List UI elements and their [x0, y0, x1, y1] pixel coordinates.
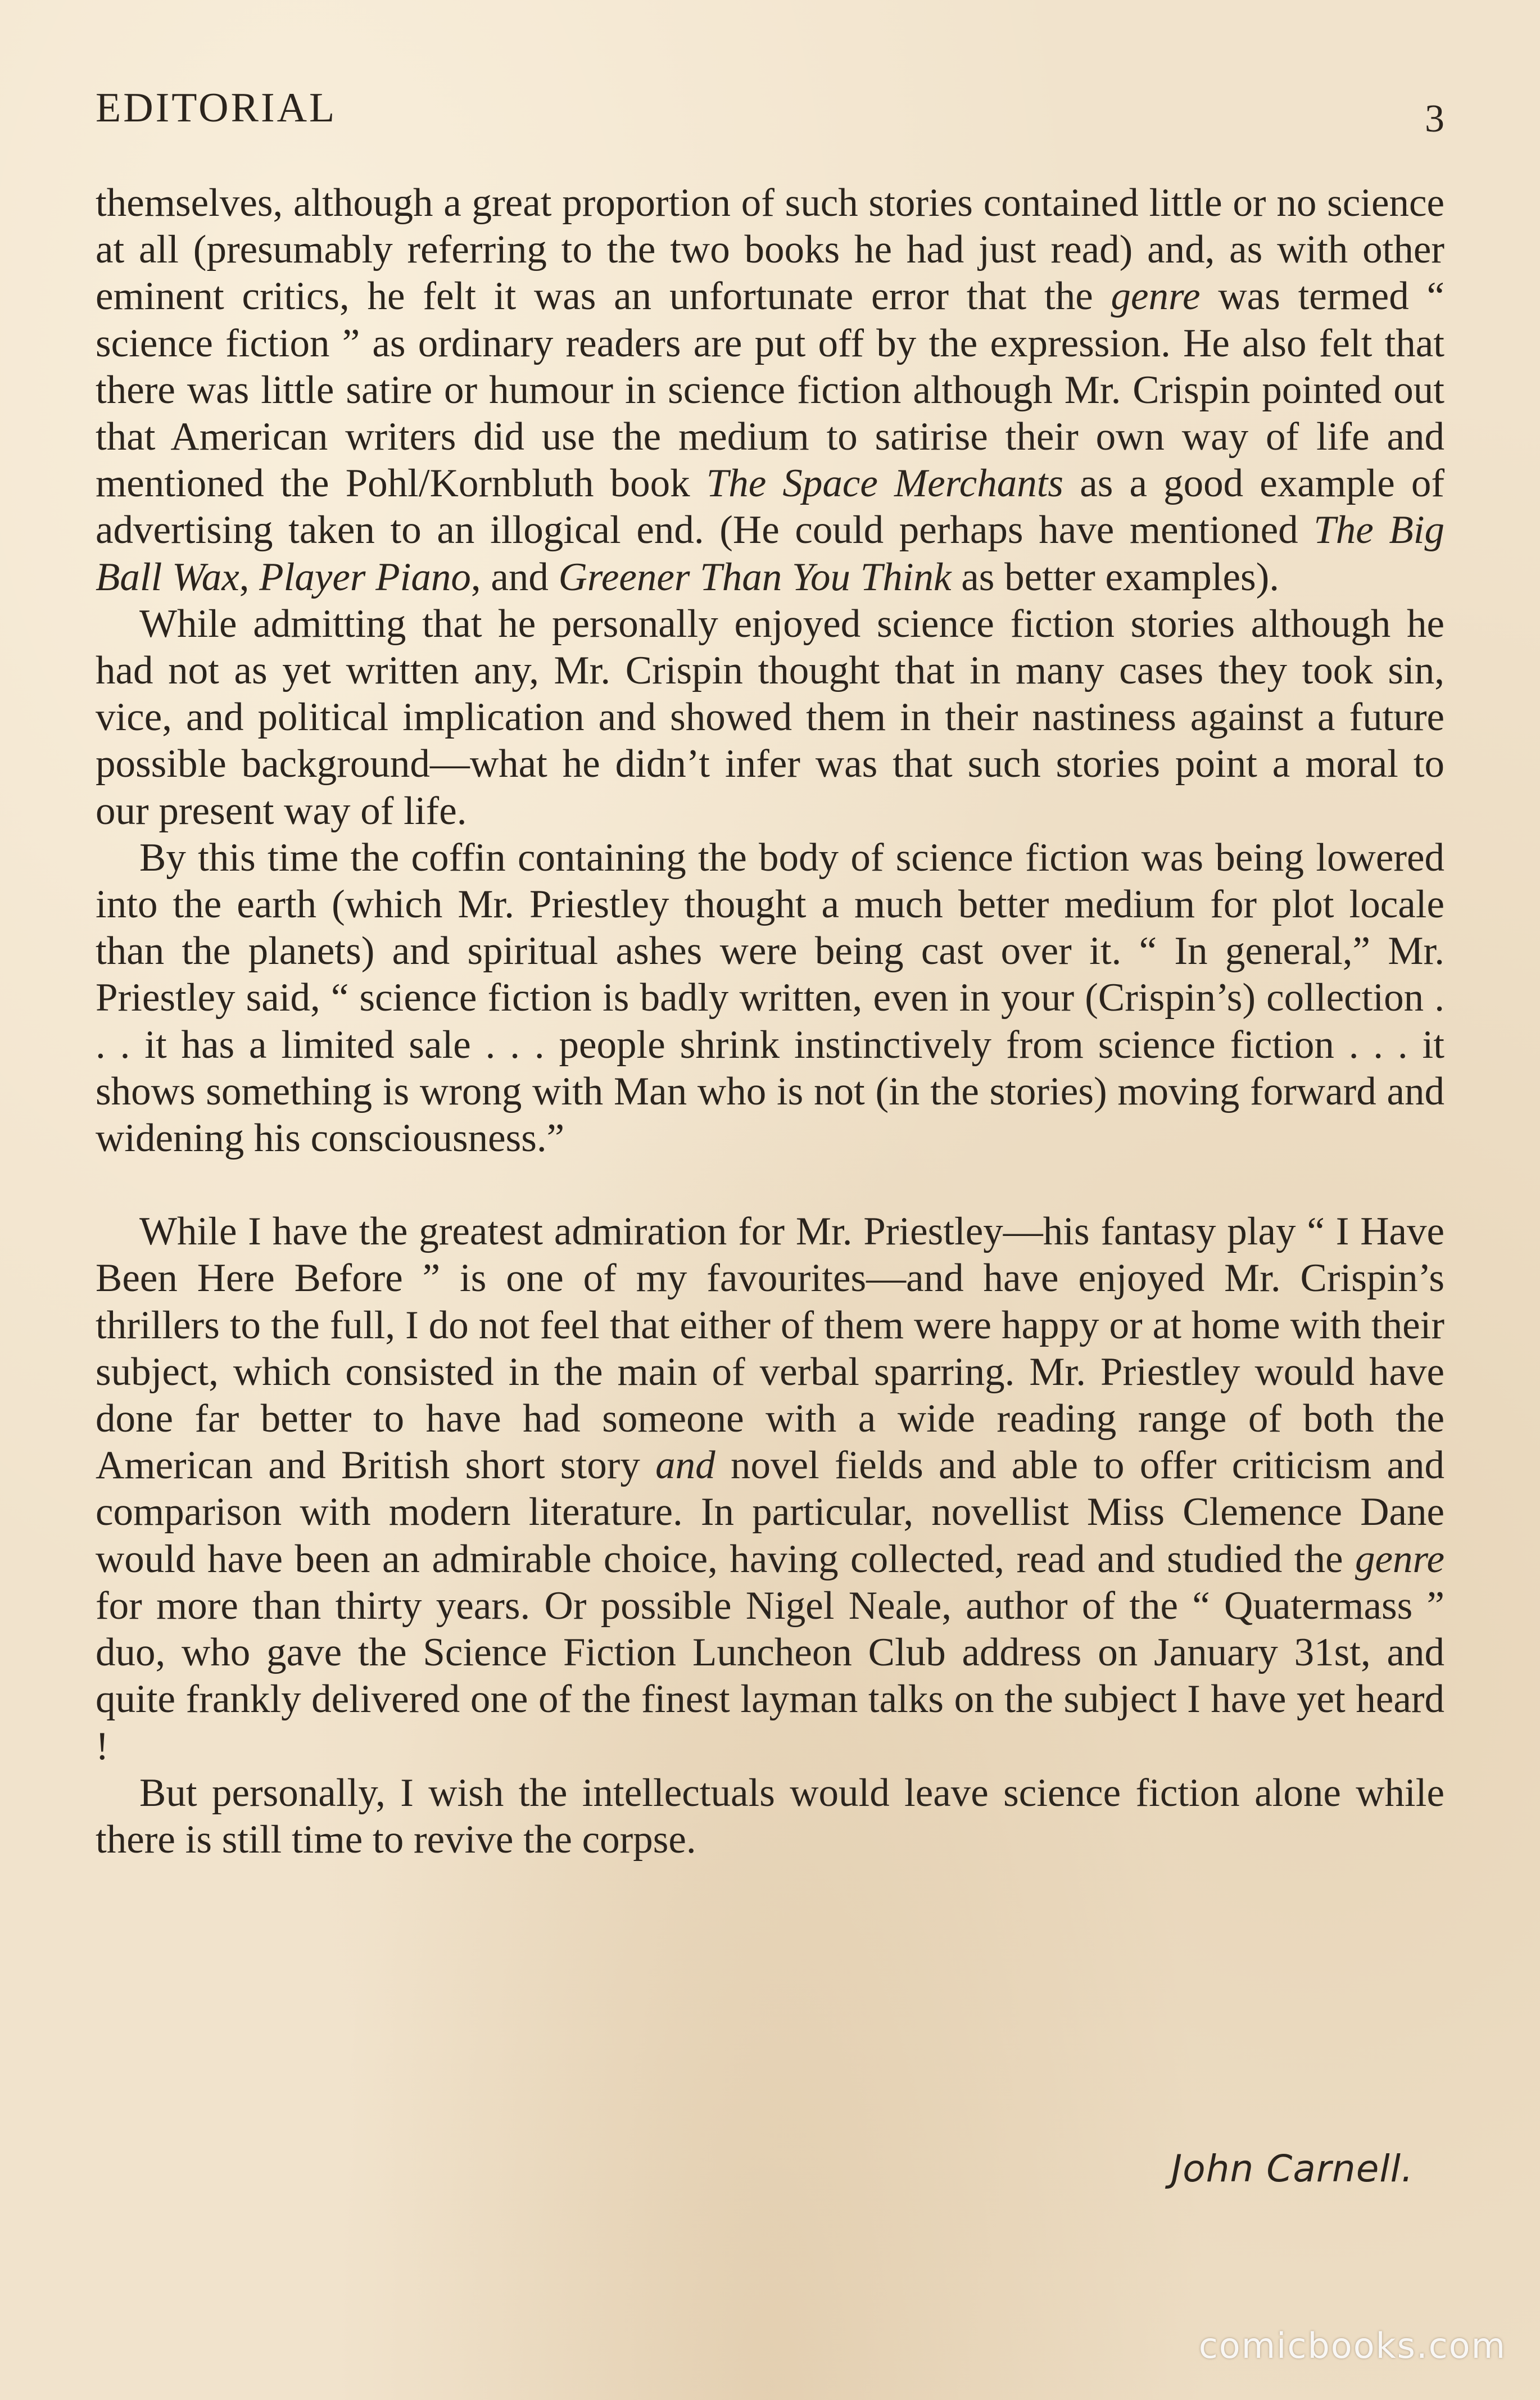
paragraph-priestley: By this time the coffin containing the body of science fiction was being lowered into the earth (which Mr. Priestley thought a much better medium for plot locale than the planets) and spiritual ashes were being cast over it. “ In general,” Mr. Priestley said, “ science fiction is badly written, even in your (Crispin’s) collection . . . it has a limited sale . . . people shrink instinctively from science fiction . . . it shows something is wrong with Man who is not (in the stories) moving forward and widening his consciousness.”: [96, 835, 1444, 1161]
text-run: for more than thirty years. Or possible Nigel Neale, author of the “ Quatermass ” duo, who gave the Science Fiction Luncheon Club address on January 31st, and quite frankly delivered one of the finest layman talks on the subject I have yet heard !: [96, 1583, 1444, 1768]
paragraph-closing: But personally, I wish the intellectuals would leave science fiction alone while there is still time to revive the corpse.: [96, 1770, 1444, 1862]
running-head: EDITORIAL: [96, 85, 337, 131]
author-signature: John Carnell.: [1171, 2147, 1414, 2190]
paragraph-crispin: While admitting that he personally enjoyed science fiction stories although he had not as yet written any, Mr. Crispin thought that in many cases they took sin, vice, and political implication and showed them in their nastiness against a future possible background—what he didn’t infer was that such stories point a moral to our present way of life.: [96, 601, 1444, 833]
italic-and: and: [655, 1443, 715, 1488]
text-run: novel fields and able to offer criticism and comparison with modern literature. In particular, novellist Miss Clemence Dane would have been an admirable choice, having collected, read and studied the: [96, 1443, 1445, 1581]
page-number: 3: [1425, 97, 1444, 141]
page-header: [96, 84, 1444, 141]
italic-genre: genre: [1355, 1537, 1444, 1581]
book-title: The Big Ball Wax: [96, 508, 1444, 599]
text-run: as better examples).: [951, 555, 1279, 599]
text-run: themselves, although a great proportion of such stories contained little or no science at all (presumably referring to the two books he had just read) and, as with other eminent critics, he felt it was an unfortunate error that the: [96, 181, 1444, 319]
text-run: was termed “ science fiction ” as ordinary readers are put off by the expression. He also felt that there was little satire or humour in science fiction although Mr. Crispin pointed out that American writers did use the medium to satirise their own way of life and mentioned the Pohl/Kornbluth book: [96, 274, 1444, 506]
book-title: Player Piano: [259, 555, 471, 599]
text-run: ,: [239, 555, 260, 599]
editorial-body: [96, 180, 1444, 1863]
text-run: While I have the greatest admiration for Mr. Priestley—his fantasy play “ I Have Been Here Before ” is one of my favourites—and have enjoyed Mr. Crispin’s thrillers to the full, I do not feel that either of them were happy or at home with their subject, which consisted in the main of verbal sparring. Mr. Priestley would have done far better to have had someone with a wide reading range of both the American and British short story: [96, 1210, 1444, 1488]
paragraph-continued: [96, 180, 1444, 601]
text-run: , and: [470, 555, 559, 599]
site-watermark: comicbooks.com: [1198, 2325, 1506, 2366]
text-run: as a good example of advertising taken to an illogical end. (He could perhaps have mentioned: [96, 461, 1444, 553]
italic-genre: genre: [1111, 274, 1201, 319]
paragraph-editor-view: [96, 1208, 1444, 1769]
book-title: The Space Merchants: [706, 461, 1064, 506]
book-title: Greener Than You Think: [558, 555, 952, 599]
